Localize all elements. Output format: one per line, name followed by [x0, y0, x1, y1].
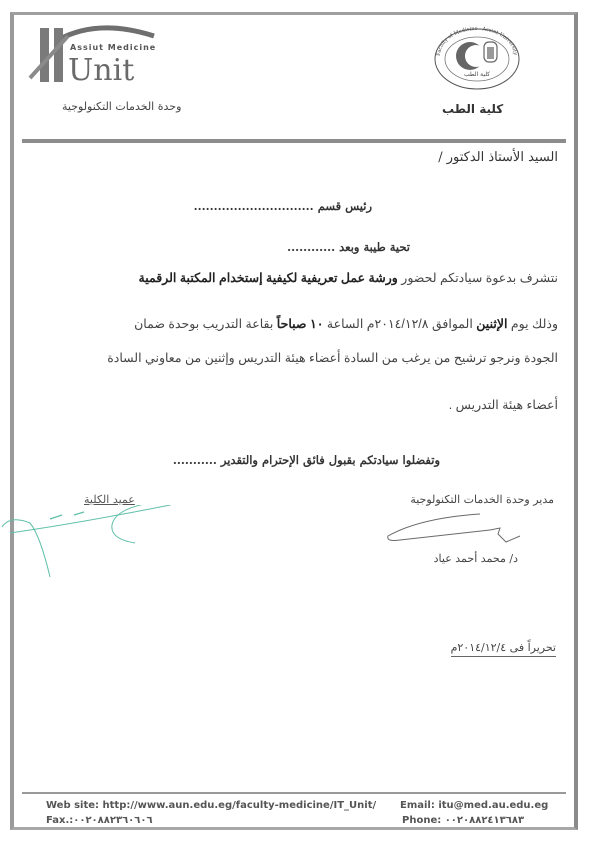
closing-line: وتفضلوا سيادتكم بقبول فائق الإحترام والتقدير ...........	[172, 453, 440, 467]
body-line-2-a: وذلك يوم	[507, 317, 558, 331]
body-line-1-text: نتشرف بدعوة سيادتكم لحضور	[397, 271, 558, 285]
event-day: الإثنين	[476, 317, 508, 331]
faculty-crescent-emblem-icon	[432, 26, 522, 92]
footer-website: Web site: http://www.aun.edu.eg/faculty-medicine/IT_Unit/	[46, 800, 377, 811]
body-line-1	[139, 270, 558, 285]
footer-email: Email: itu@med.au.edu.eg	[400, 800, 549, 811]
it-unit-logo-icon	[28, 22, 158, 88]
letter-date: تحريراً فى ٢٠١٤/١٢/٤م	[451, 641, 556, 657]
manager-signature	[380, 510, 530, 550]
footer-phone: Phone: ٠٠٢٠٨٨٢٤١٣٦٨٣	[402, 815, 525, 826]
body-line-4: أعضاء هيئة التدريس .	[448, 398, 558, 412]
greeting-line: تحية طيبة وبعد ............	[287, 240, 410, 254]
footer-divider	[22, 792, 566, 794]
emblem-ring-text: Faculty of Medicine - Assiut University	[435, 26, 519, 57]
header-divider	[22, 139, 566, 143]
manager-title: مدير وحدة الخدمات التكنولوجية	[410, 493, 554, 506]
body-line-3: الجودة ونرجو ترشيح من يرغب من السادة أعضاء هيئة التدريس وإثنين من معاوني السادة	[107, 351, 558, 365]
recipient-line: السيد الأستاذ الدكتور /	[438, 150, 558, 165]
dean-signature	[0, 505, 180, 585]
body-line-2	[134, 316, 558, 331]
dean-title: عميد الكلية	[84, 493, 135, 506]
workshop-title: ورشة عمل تعريفية لكيفية إستخدام المكتبة الرقمية	[138, 271, 398, 285]
footer-fax: Fax.:٠٠٢٠٨٨٢٣٦٠٦٠٦	[46, 815, 153, 826]
body-line-2-b: الموافق ٢٠١٤/١٢/٨م الساعة	[323, 317, 477, 331]
event-time: ١٠ صباحاً	[276, 317, 324, 331]
logo-unit-text: Unit	[68, 53, 135, 88]
manager-name: د/ محمد أحمد عياد	[433, 552, 518, 565]
department-line: رئيس قسم ..............................	[193, 199, 372, 213]
page-border	[10, 12, 578, 830]
emblem-inner-text: كلية الطب	[463, 71, 491, 78]
faculty-name: كلية الطب	[442, 102, 504, 116]
logo-top-text: Assiut Medicine	[70, 43, 157, 52]
body-line-2-c: بقاعة التدريب بوحدة ضمان	[134, 317, 277, 331]
unit-name: وحدة الخدمات التكنولوجية	[62, 100, 182, 113]
